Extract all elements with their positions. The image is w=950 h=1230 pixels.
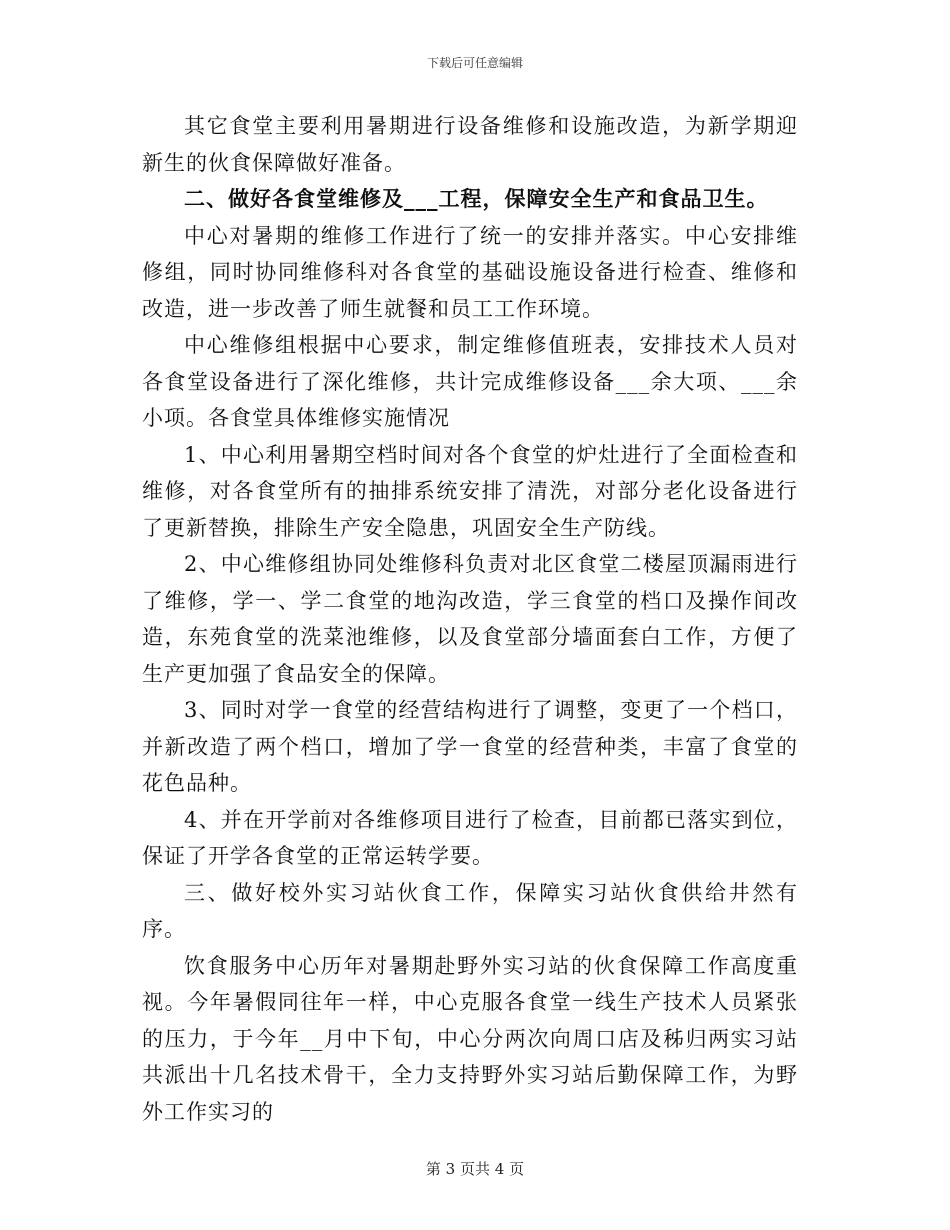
paragraph-1: 其它食堂主要利用暑期进行设备维修和设施改造，为新学期迎新生的伙食保障做好准备。: [142, 114, 798, 175]
section-heading-3: 三、做好校外实习站伙食工作，保障实习站伙食供给井然有序。: [142, 880, 798, 941]
list-item-3: 3、同时对学一食堂的经营结构进行了调整，变更了一个档口，并新改造了两个档口，增加了学一食堂的经营种类，丰富了食堂的花色品种。: [142, 698, 798, 795]
paragraph-last: 饮食服务中心历年对暑期赴野外实习站的伙食保障工作高度重视。今年暑假同往年一样，中心克服各食堂一线生产技术人员紧张的压力，于今年__月中下旬，中心分两次向周口店及秭归两实习站共派出十几名技术骨干，全力支持野外实习站后勤保障工作，为野外工作实习的: [142, 953, 798, 1124]
paragraph-4: 中心维修组根据中心要求，制定维修值班表，安排技术人员对各食堂设备进行了深化维修，共计完成维修设备___余大项、___余小项。各食堂具体维修实施情况: [142, 333, 798, 430]
page-number-footer: 第 3 页共 4 页: [425, 1160, 525, 1178]
paragraph-3: 中心对暑期的维修工作进行了统一的安排并落实。中心安排维修组，同时协同维修科对各食堂的基础设施设备进行检查、维修和改造，进一步改善了师生就餐和员工工作环境。: [142, 223, 798, 321]
section-heading-2: 二、做好各食堂维修及___工程，保障安全生产和食品卫生。: [184, 186, 769, 211]
list-item-1: 1、中心利用暑期空档时间对各个食堂的炉灶进行了全面检查和维修，对各食堂所有的抽排系统安排了清洗，对部分老化设备进行了更新替换，排除生产安全隐患，巩固安全生产防线。: [142, 442, 798, 540]
page-header: 下载后可任意编辑: [426, 56, 523, 70]
list-item-4: 4、并在开学前对各维修项目进行了检查，目前都已落实到位，保证了开学各食堂的正常运转学要。: [142, 807, 798, 868]
list-item-2: 2、中心维修组协同处维修科负责对北区食堂二楼屋顶漏雨进行了维修，学一、学二食堂的地沟改造，学三食堂的档口及操作间改造，东苑食堂的洗菜池维修，以及食堂部分墙面套白工作，方便了生产更加强了食品安全的保障。: [142, 552, 798, 686]
document-body: [142, 108, 798, 1130]
